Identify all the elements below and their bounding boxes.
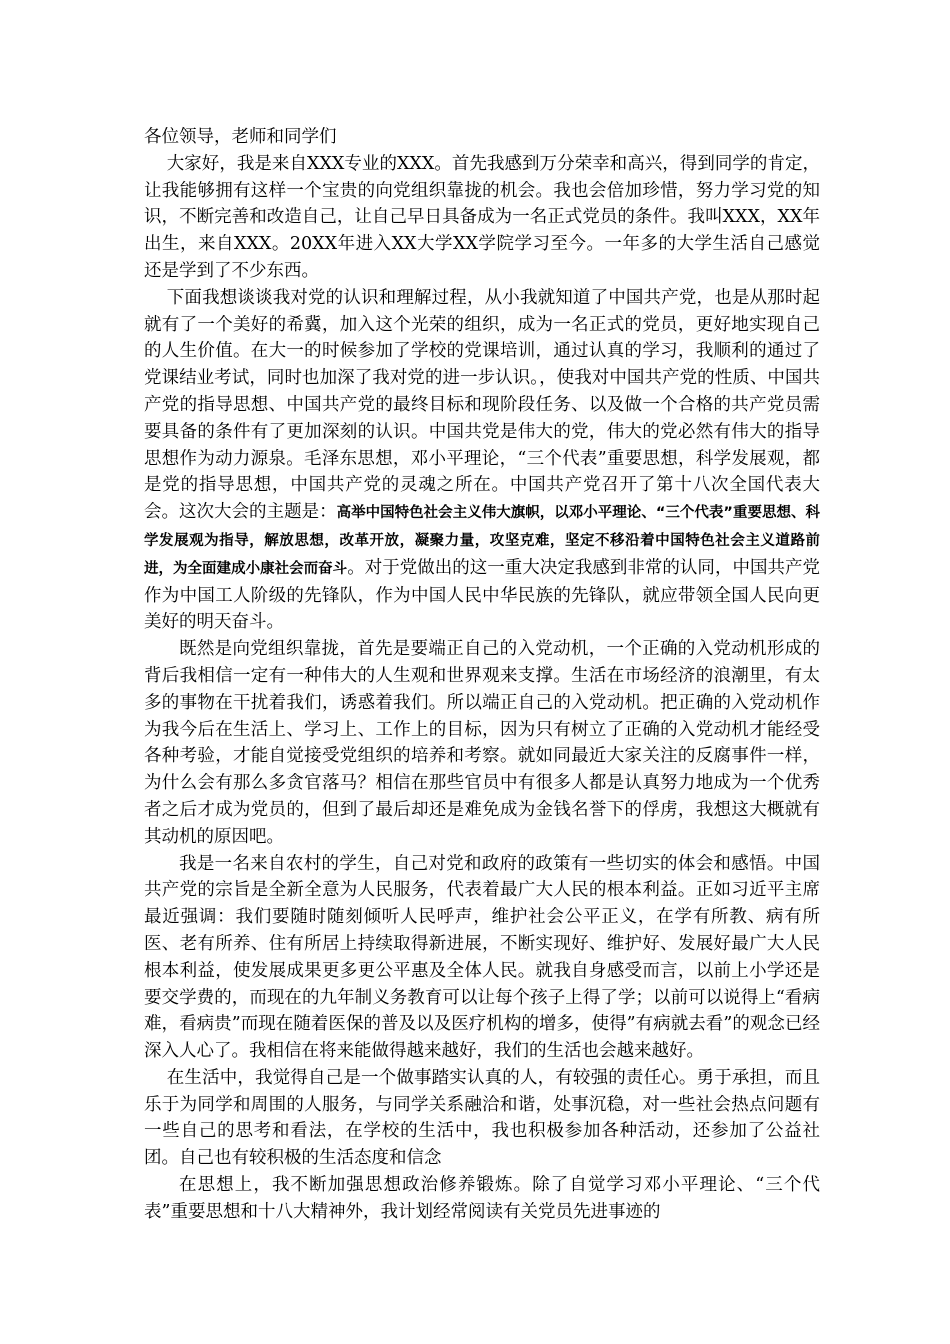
paragraph-party-understanding [144, 285, 820, 636]
paragraph-introduction: 大家好，我是来自XXX专业的XXX。首先我感到万分荣幸和高兴，得到同学的肯定，让我能够拥有这样一个宝贵的向党组织靠拢的机会。我也会倍加珍惜，努力学习党的知识，不断完善和改造自己，让自己早日具备成为一名正式党员的条件。我叫XXX，XX年出生，来自XXX。20XX年进入XX大学XX学院学习至今。一年多的大学生活自己感觉还是学到了不少东西。 [144, 153, 820, 281]
paragraph-rural-experience: 我是一名来自农村的学生，自己对党和政府的政策有一些切实的体会和感悟。中国共产党的宗旨是全新全意为人民服务，代表着最广大人民的根本利益。正如习近平主席最近强调：我们要随时随刻倾听人民呼声，维护社会公平正义，在学有所教、病有所医、老有所养、住有所居上持续取得新进展，不断实现好、维护好、发展好最广大人民根本利益，使发展成果更多更公平惠及全体人民。就我自身感受而言，以前上小学还是要交学费的，而现在的九年制义务教育可以让每个孩子上得了学；以前可以说得上“看病难，看病贵”而现在随着医保的普及以及医疗机构的增多，使得”有病就去看”的观念已经深入人心了。我相信在将来能做得越来越好，我们的生活也会越来越好。 [144, 853, 820, 1062]
paragraph-party-understanding-tail: 。对于党做出的这一重大决定我感到非常的认同，中国共产党作为中国工人阶级的先锋队，作为中国人民中华民族的先锋队，就应带领全国人民向更美好的明天奋斗。 [144, 557, 821, 633]
paragraph-daily-life: 在生活中，我觉得自己是一个做事踏实认真的人，有较强的责任心。勇于承担，而且乐于为同学和周围的人服务，与同学关系融洽和谐，处事沉稳，对一些社会热点问题有一些自己的思考和看法，在学校的生活中，我也积极参加各种活动，还参加了公益社团。自己也有较积极的生活态度和信念 [144, 1067, 820, 1169]
paragraph-motivation: 既然是向党组织靠拢，首先是要端正自己的入党动机，一个正确的入党动机形成的背后我相信一定有一种伟大的人生观和世界观来支撑。生活在市场经济的浪潮里，有太多的事物在干扰着我们，诱惑着我们。所以端正自己的入党动机。把正确的入党动机作为我今后在生活上、学习上、工作上的目标，因为只有树立了正确的入党动机才能经受各种考验，才能自觉接受党组织的培养和考察。就如同最近大家关注的反腐事件一样，为什么会有那么多贪官落马？相信在那些官员中有很多人都是认真努力地成为一个优秀者之后才成为党员的，但到了最后却还是难免成为金钱名誉下的俘虏，我想这大概就有其动机的原因吧。 [144, 639, 820, 847]
congress-theme-bold-text: 高举中国特色社会主义伟大旗帜，以邓小平理论、“三个代表”重要思想、科学发展观为指导，解放思想，改革开放，凝聚力量，攻坚克难，坚定不移沿着中国特色社会主义道路前进，为全面建成小康社会而奋斗 [144, 505, 820, 577]
document-page [144, 124, 820, 1226]
paragraph-ideology: 在思想上，我不断加强思想政治修养锻炼。除了自觉学习邓小平理论、“三个代表”重要思想和十八大精神外，我计划经常阅读有关党员先进事迹的 [144, 1175, 820, 1222]
paragraph-party-understanding-text: 下面我想谈谈我对党的认识和理解过程，从小我就知道了中国共产党，也是从那时起就有了一个美好的希冀，加入这个光荣的组织，成为一名正式的党员，更好地实现自己的人生价值。在大一的时候参加了学校的党课培训，通过认真的学习，我顺利的通过了党课结业考试，同时也加深了我对党的进一步认识。，使我对中国共产党的性质、中国共产党的指导思想、中国共产党的最终目标和现阶段任务、以及做一个合格的共产党员需要具备的条件有了更加深刻的认识。中国共党是伟大的党，伟大的党必然有伟大的指导思想作为动力源泉。毛泽东思想，邓小平理论，“三个代表”重要思想，科学发展观，都是党的指导思想，中国共产党的灵魂之所在。中国共产党召开了第十八次全国代表大会。这次大会的主题是： [144, 287, 820, 523]
greeting-line: 各位领导，老师和同学们 [144, 127, 337, 147]
